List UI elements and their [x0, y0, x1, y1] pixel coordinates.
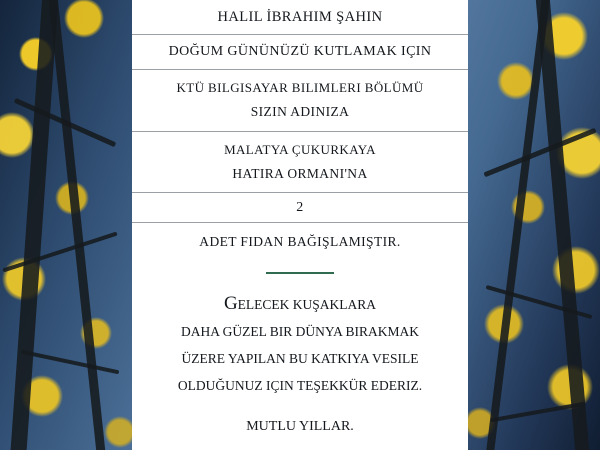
sapling-quantity: 2 — [296, 200, 304, 215]
tree-branch — [2, 232, 117, 273]
green-accent-divider — [266, 272, 334, 274]
location-name: MALATYA ÇUKURKAYA — [224, 142, 376, 157]
closing-line: MUTLU YILLAR. — [246, 419, 354, 434]
institution-name: KTÜ BILGISAYAR BILIMLERI BÖLÜMÜ — [176, 80, 424, 95]
thank-you-message — [178, 290, 422, 399]
message-first-line-rest: ELECEK KUŞAKLARA — [237, 297, 377, 312]
donation-statement: ADET FIDAN BAĞIŞLAMIŞTIR. — [199, 234, 401, 249]
message-line: DAHA GÜZEL BIR DÜNYA BIRAKMAK — [180, 324, 419, 339]
tree-branch — [45, 0, 108, 450]
message-line: OLDUĞUNUZ IÇIN TEŞEKKÜR EDERIZ. — [177, 378, 423, 393]
occasion-line: DOĞUM GÜNÜNÜZÜ KUTLAMAK IÇIN — [168, 44, 432, 59]
certificate-text-panel — [132, 0, 468, 450]
recipient-name: HALIL İBRAHIM ŞAHIN — [217, 9, 383, 25]
tree-branch — [485, 0, 550, 450]
tree-branch — [533, 0, 592, 450]
tree-branch — [21, 350, 120, 375]
on-behalf-of-line: SIZIN ADINIZA — [250, 104, 350, 119]
message-first-line — [178, 290, 422, 318]
forest-name: HATIRA ORMANI'NA — [232, 166, 368, 181]
tree-branch — [483, 128, 596, 178]
tree-branch — [9, 0, 60, 450]
message-dropcap: G — [223, 293, 238, 314]
message-line: ÜZERE YAPILAN BU KATKIYA VESILE — [181, 351, 419, 366]
